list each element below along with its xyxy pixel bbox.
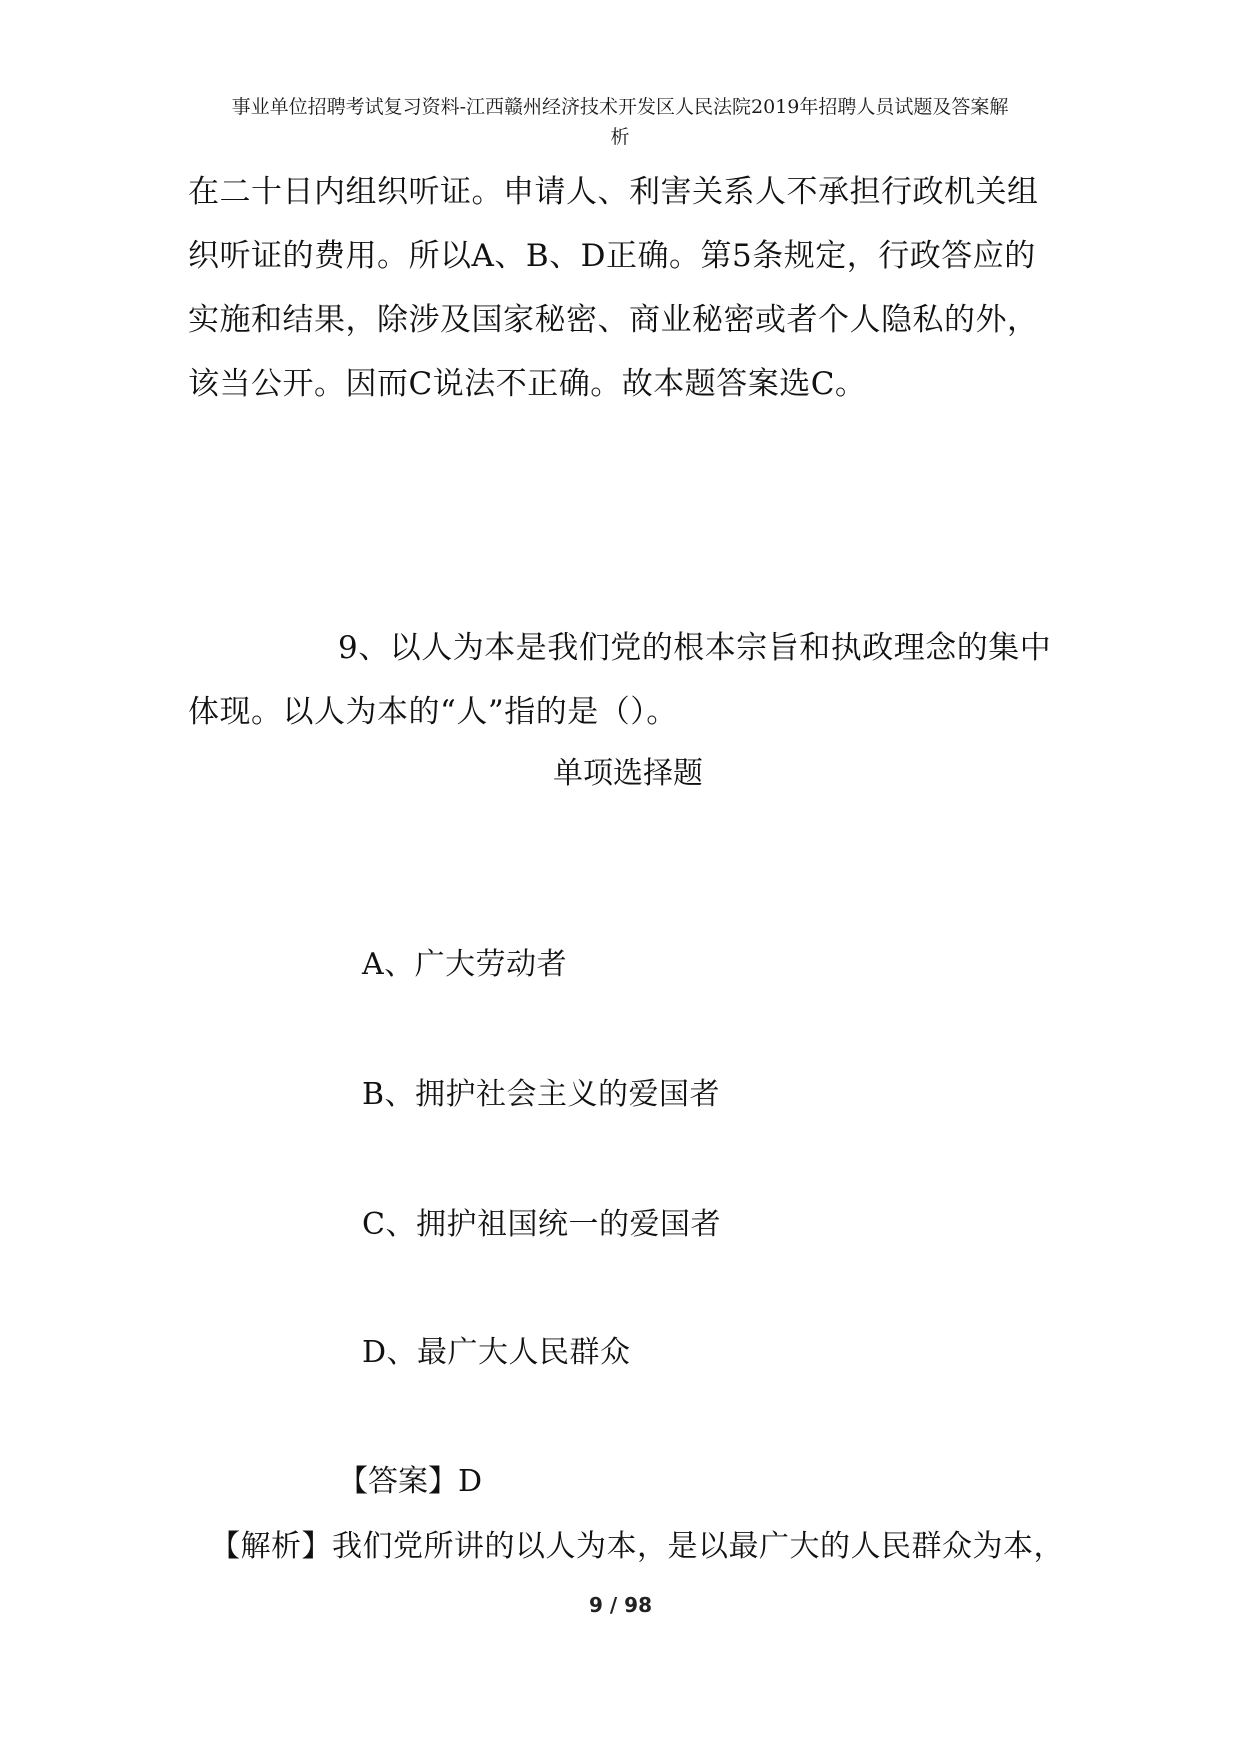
question-text: 9、以人为本是我们党的根本宗旨和执政理念的集中体现。以人为本的“人”指的是（）。 — [188, 630, 1052, 730]
option-d: D、最广大人民群众 — [362, 1335, 631, 1370]
option-c: C、拥护祖国统一的爱国者 — [362, 1207, 721, 1242]
question-type-label: 单项选择题 — [553, 756, 703, 791]
previous-analysis-paragraph: 在二十日内组织听证。申请人、利害关系人不承担行政机关组织听证的费用。所以A、B、D正确。第5条规定，行政答应的实施和结果，除涉及国家秘密、商业秘密或者个人隐私的外，该当公开。因而C说法不正确。故本题答案选C。 — [188, 174, 1039, 402]
document-header — [185, 92, 1055, 152]
header-title-line1: 事业单位招聘考试复习资料-江西赣州经济技术开发区人民法院2019年招聘人员试题及答案解 — [231, 96, 1009, 118]
answer-line: 【答案】D — [338, 1464, 483, 1499]
option-a: A、广大劳动者 — [362, 947, 568, 982]
option-b: B、拥护社会主义的爱国者 — [362, 1077, 721, 1112]
analysis-line: 【解析】我们党所讲的以人为本，是以最广大的人民群众为本， — [210, 1529, 1064, 1564]
header-title-line2: 析 — [610, 126, 630, 148]
page-number: 9 / 98 — [589, 1593, 652, 1617]
